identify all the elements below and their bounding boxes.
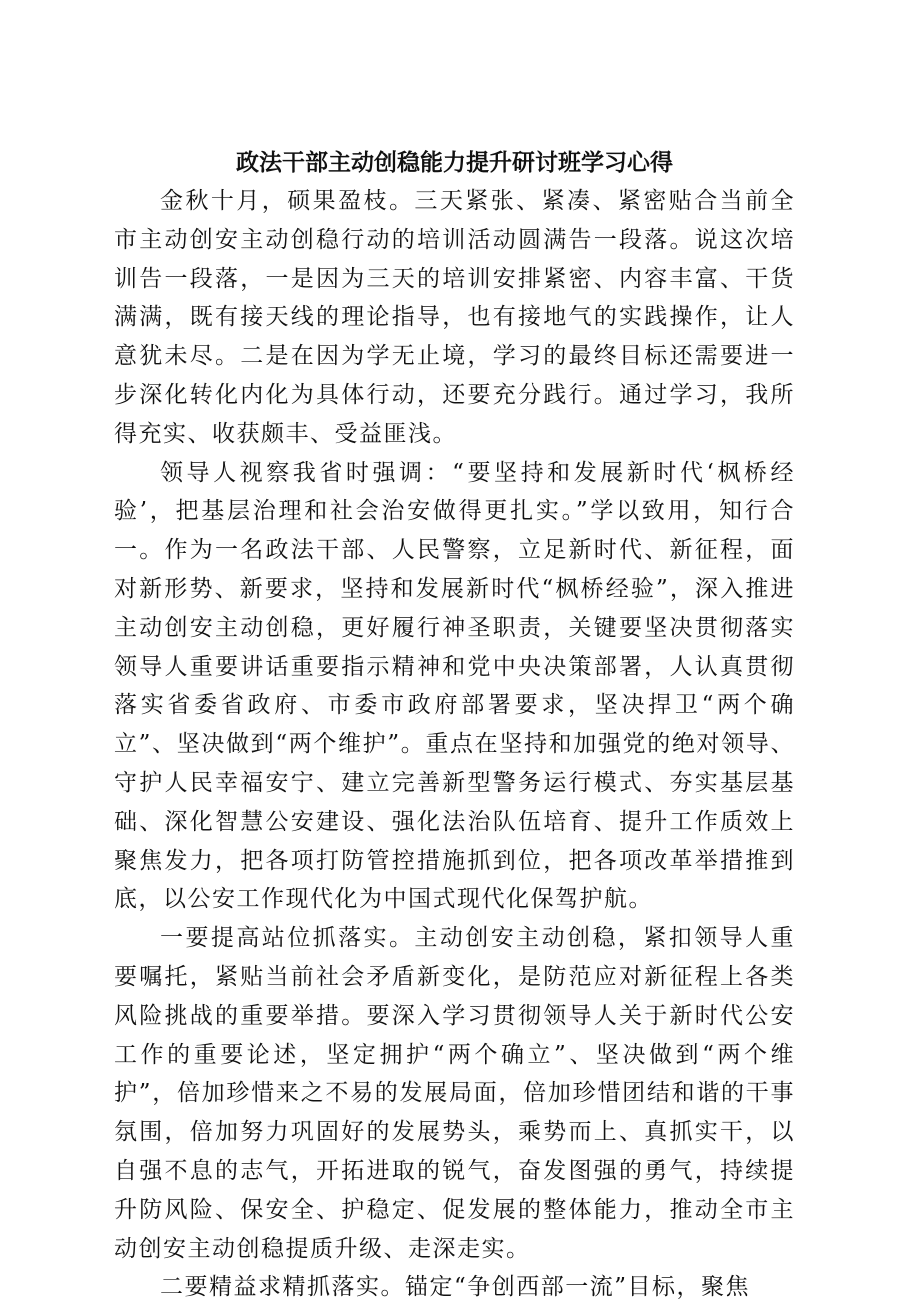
paragraph-intro: 金秋十月，硕果盈枝。三天紧张、紧凑、紧密贴合当前全市主动创安主动创稳行动的培训活动圆满告一段落。说这次培训告一段落，一是因为三天的培训安排紧密、内容丰富、干货满满，既有接天线的理论指导，也有接地气的实践操作，让人意犹未尽。二是在因为学无止境，学习的最终目标还需要进一步深化转化内化为具体行动，还要充分践行。通过学习，我所得充实、收获颇丰、受益匪浅。 xyxy=(114,188,795,447)
document-title: 政法干部主动创稳能力提升研讨班学习心得 xyxy=(236,149,673,176)
paragraph-point-two: 二要精益求精抓落实。锚定“争创西部一流”目标，聚焦 xyxy=(160,1274,751,1301)
paragraph-leader-remarks: 领导人视察我省时强调：“要坚持和发展新时代‘枫桥经验’，把基层治理和社会治安做得更扎实。”学以致用，知行合一。作为一名政法干部、人民警察，立足新时代、新征程，面对新形势、新要求，坚持和发展新时代“枫桥经验”，深入推进主动创安主动创稳，更好履行神圣职责，关键要坚决贯彻落实领导人重要讲话重要指示精神和党中央决策部署，人认真贯彻落实省委省政府、市委市政府部署要求，坚决捍卫“两个确立”、坚决做到“两个维护”。重点在坚持和加强党的绝对领导、守护人民幸福安宁、建立完善新型警务运行模式、夯实基层基础、深化智慧公安建设、强化法治队伍培育、提升工作质效上聚焦发力，把各项打防管控措施抓到位，把各项改革举措推到底，以公安工作现代化为中国式现代化保驾护航。 xyxy=(114,459,795,913)
document-body xyxy=(114,182,795,1307)
paragraph-point-one: 一要提高站位抓落实。主动创安主动创稳，紧扣领导人重要嘱托，紧贴当前社会矛盾新变化，是防范应对新征程上各类风险挑战的重要举措。要深入学习贯彻领导人关于新时代公安工作的重要论述，坚定拥护“两个确立”、坚决做到“两个维护”，倍加珍惜来之不易的发展局面，倍加珍惜团结和谐的干事氛围，倍加努力巩固好的发展势头，乘势而上、真抓实干，以自强不息的志气，开拓进取的锐气，奋发图强的勇气，持续提升防风险、保安全、护稳定、促发展的整体能力，推动全市主动创安主动创稳提质升级、走深走实。 xyxy=(114,925,795,1262)
